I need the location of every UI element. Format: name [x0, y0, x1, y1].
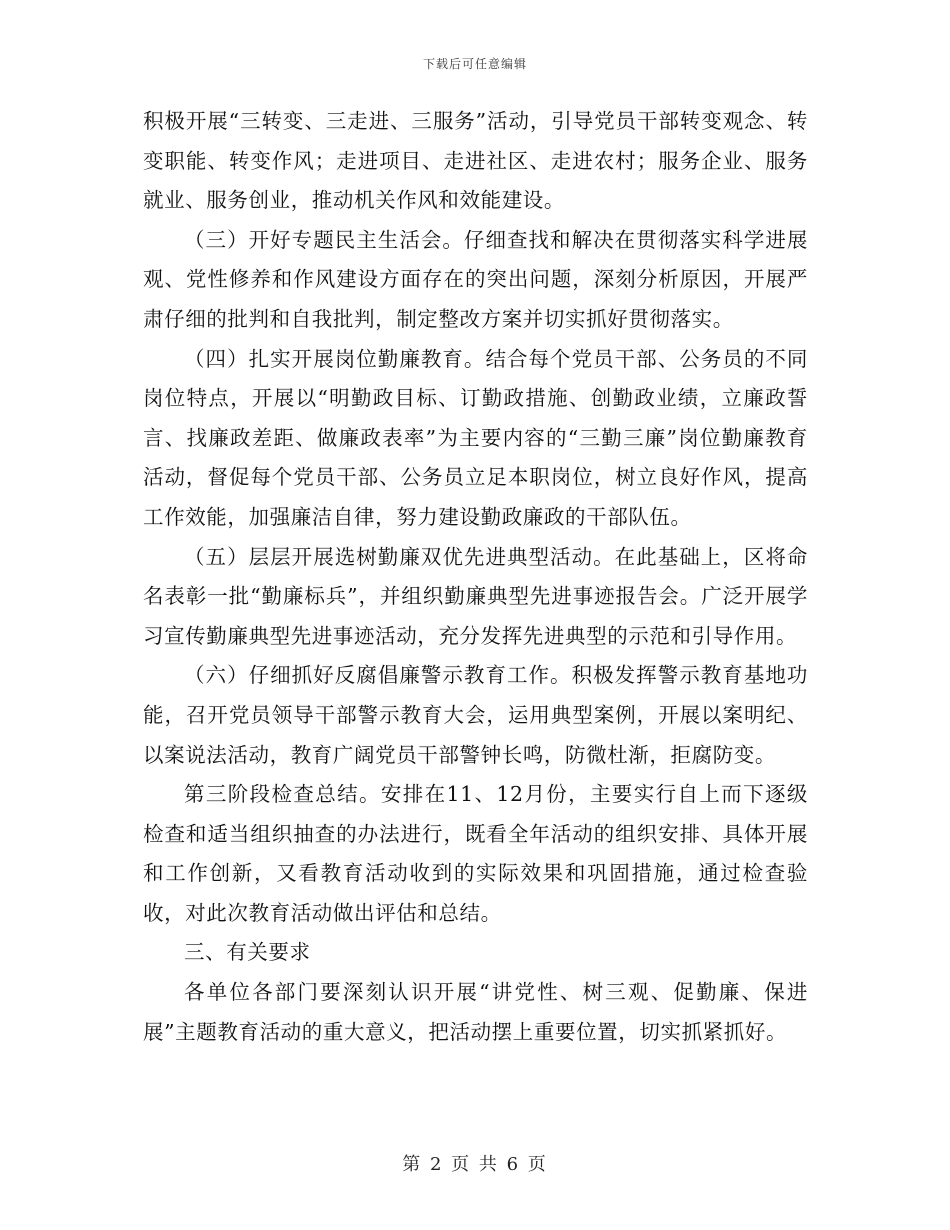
document-body	[143, 102, 808, 1052]
paragraph-item-3: （三）开好专题民主生活会。仔细查找和解决在贯彻落实科学进展观、党性修养和作风建设方面存在的突出问题，深刻分析原因，开展严肃仔细的批判和自我批判，制定整改方案并切实抓好贯彻落实。	[143, 227, 808, 331]
paragraph-requirements: 各单位各部门要深刻认识开展“讲党性、树三观、促勤廉、保进展”主题教育活动的重大意义，把活动摆上重要位置，切实抓紧抓好。	[143, 980, 808, 1044]
page-header-note: 下载后可任意编辑	[422, 57, 527, 71]
paragraph-item-6: （六）仔细抓好反腐倡廉警示教育工作。积极发挥警示教育基地功能，召开党员领导干部警示教育大会，运用典型案例，开展以案明纪、以案说法活动，教育广阔党员干部警钟长鸣，防微杜渐，拒腐防变。	[143, 663, 808, 767]
paragraph-item-4: （四）扎实开展岗位勤廉教育。结合每个党员干部、公务员的不同岗位特点，开展以“明勤政目标、订勤政措施、创勤政业绩，立廉政誓言、找廉政差距、做廉政表率”为主要内容的“三勤三廉”岗位勤廉教育活动，督促每个党员干部、公务员立足本职岗位，树立良好作风，提高工作效能，加强廉洁自律，努力建设勤政廉政的干部队伍。	[143, 346, 808, 529]
paragraph-continuation: 积极开展“三转变、三走进、三服务”活动，引导党员干部转变观念、转变职能、转变作风；走进项目、走进社区、走进农村；服务企业、服务就业、服务创业，推动机关作风和效能建设。	[143, 109, 808, 213]
section-heading-requirements: 三、有关要求	[184, 940, 311, 965]
paragraph-stage-3: 第三阶段检查总结。安排在11、12月份，主要实行自上而下逐级检查和适当组织抽查的办法进行，既看全年活动的组织安排、具体开展和工作创新，又看教育活动收到的实际效果和巩固措施，通过检查验收，对此次教育活动做出评估和总结。	[143, 782, 808, 925]
paragraph-item-5: （五）层层开展选树勤廉双优先进典型活动。在此基础上，区将命名表彰一批“勤廉标兵”，并组织勤廉典型先进事迹报告会。广泛开展学习宣传勤廉典型先进事迹活动，充分发挥先进典型的示范和引导作用。	[143, 544, 808, 648]
page-number: 第 2 页 共 6 页	[402, 1154, 548, 1175]
